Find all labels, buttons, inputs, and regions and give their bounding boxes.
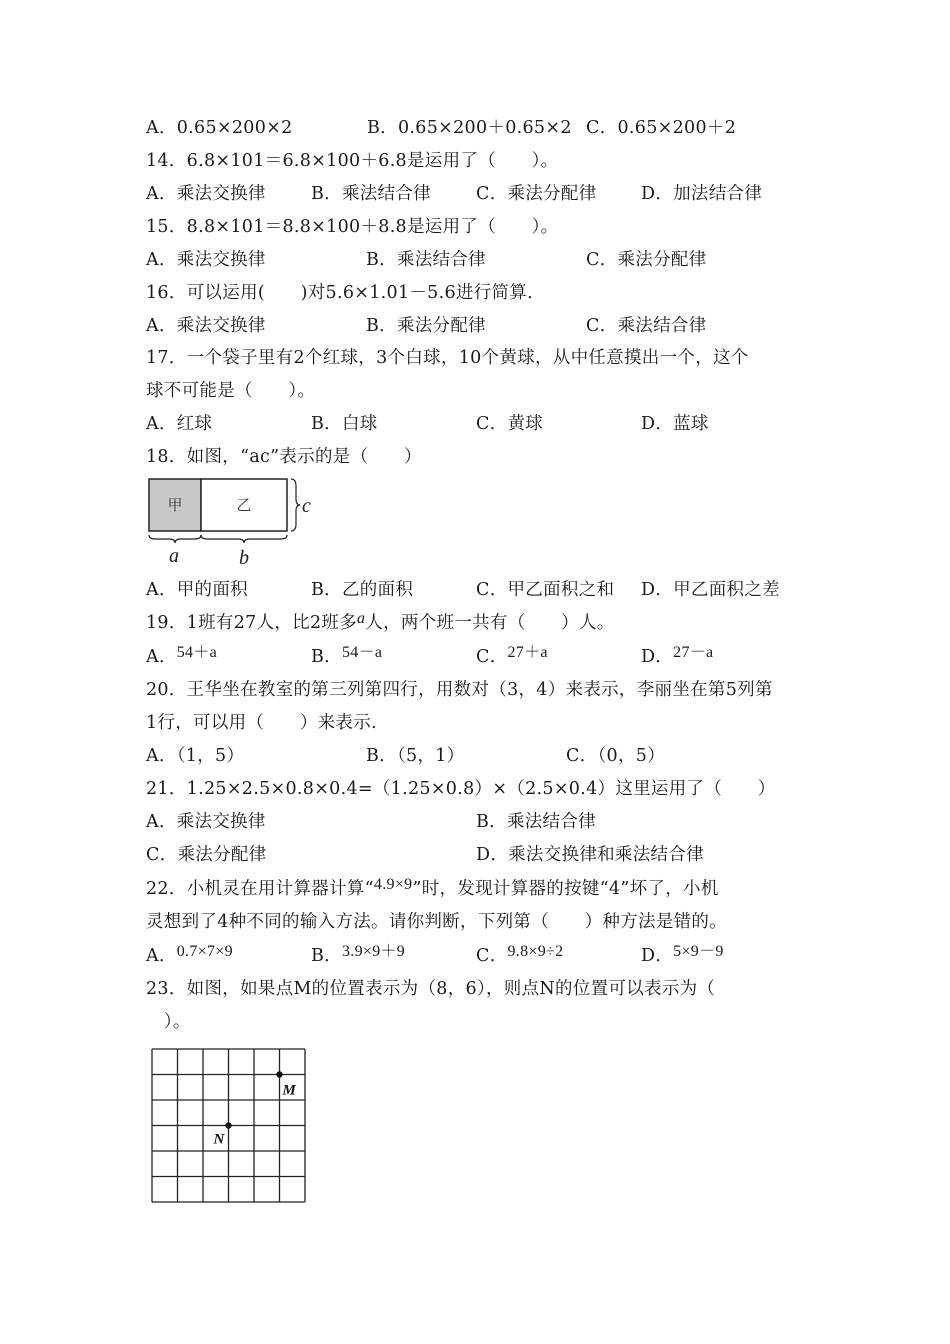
q14-option-d: D．加法结合律: [641, 184, 763, 204]
q17-option-b: B．白球: [311, 414, 378, 434]
q22-option-d-expr: 5×9－9: [673, 943, 724, 960]
q19-option-a-label: A．: [146, 647, 177, 667]
brace-bottom-a: [149, 535, 201, 543]
q20-stem-line2: 1行，可以用（ ）来表示.: [146, 713, 377, 733]
label-a: a: [169, 545, 179, 567]
brace-right: [291, 479, 300, 531]
label-b: b: [239, 547, 249, 568]
q19-stem: [146, 611, 615, 636]
q20-option-b: B．（5，1）: [366, 746, 465, 766]
q22-option-a-expr: 0.7×7×9: [176, 943, 233, 960]
q19-option-a: [146, 645, 217, 670]
q16-option-a: A．乘法交换律: [146, 316, 266, 336]
q21-option-b: B．乘法结合律: [476, 812, 596, 832]
q13-option-a: A．0.65×200×2: [146, 118, 293, 138]
q14-stem: 14．6.8×101＝6.8×100＋6.8是运用了（ ）。: [146, 151, 559, 171]
label-jia: 甲: [167, 498, 183, 514]
q19-option-b-expr: 54－a: [341, 644, 383, 661]
q18-stem: 18．如图，“ac”表示的是（ ）: [146, 447, 422, 467]
q22-stem-line1: [146, 877, 719, 902]
q21-option-c: C．乘法分配律: [146, 845, 267, 865]
q21-stem: 21．1.25×2.5×0.8×0.4=（1.25×0.8）×（2.5×0.4）这里运用了（ ）: [146, 779, 776, 799]
q22-option-d: [641, 944, 724, 969]
point-n-label: N: [213, 1131, 225, 1148]
q23-stem-line1: 23．如图，如果点M的位置表示为（8，6），则点N的位置可以表示为（: [146, 979, 716, 999]
q19-stem-var: a: [357, 610, 366, 627]
q20-option-a: A．（1，5）: [146, 746, 245, 766]
q19-option-c-label: C．: [476, 647, 508, 667]
q22-option-d-label: D．: [641, 946, 674, 966]
label-yi: 乙: [236, 498, 252, 514]
q18-option-a: A．甲的面积: [146, 580, 248, 600]
q18-option-c: C．甲乙面积之和: [476, 580, 615, 600]
q23-stem-line2: ）。: [146, 1012, 191, 1032]
q23-grid-figure: [148, 1045, 310, 1205]
q22-option-a: [146, 944, 233, 969]
q16-option-b: B．乘法分配律: [366, 316, 486, 336]
q21-option-a: A．乘法交换律: [146, 812, 266, 832]
brace-bottom-b: [201, 535, 287, 543]
q22-option-c: [476, 944, 563, 969]
q17-stem-line2: 球不可能是（ ）。: [146, 381, 316, 401]
q22-option-b: [311, 944, 405, 969]
q22-line1-pre: 22．小机灵在用计算器计算“: [146, 879, 374, 899]
q19-option-c-expr: 27＋a: [507, 644, 548, 661]
q16-stem: 16．可以运用( )对5.6×1.01－5.6进行简算.: [146, 283, 533, 303]
q19-option-b-label: B．: [311, 647, 342, 667]
q20-stem-line1: 20．王华坐在教室的第三列第四行，用数对（3，4）来表示，李丽坐在第5列第: [146, 680, 773, 700]
q19-option-d-label: D．: [641, 647, 674, 667]
q15-option-b: B．乘法结合律: [366, 250, 486, 270]
q13-option-b: B．0.65×200＋0.65×2: [367, 118, 572, 138]
q17-option-c: C．黄球: [476, 414, 544, 434]
q22-option-b-expr: 3.9×9＋9: [341, 943, 406, 960]
point-m: [276, 1071, 282, 1077]
q15-option-c: C．乘法分配律: [586, 250, 707, 270]
q22-option-a-label: A．: [146, 946, 177, 966]
q22-line1-expr: 4.9×9: [373, 876, 413, 893]
point-m-label: M: [282, 1082, 296, 1099]
q19-stem-pre: 19．1班有27人，比2班多: [146, 613, 358, 633]
point-n: [225, 1122, 231, 1128]
q21-option-d: D．乘法交换律和乘法结合律: [476, 845, 704, 865]
label-c: c: [302, 495, 311, 517]
q14-option-c: C．乘法分配律: [476, 184, 597, 204]
q15-stem: 15．8.8×101＝8.8×100＋8.8是运用了（ ）。: [146, 217, 559, 237]
q22-option-b-label: B．: [311, 946, 342, 966]
q18-option-d: D．甲乙面积之差: [641, 580, 780, 600]
q22-stem-line2: 灵想到了4种不同的输入方法。请你判断，下列第（ ）种方法是错的。: [146, 912, 728, 932]
q15-option-a: A．乘法交换律: [146, 250, 266, 270]
q19-option-d: [641, 645, 713, 670]
q19-option-c: [476, 645, 548, 670]
q22-option-c-expr: 9.8×9÷2: [507, 943, 564, 960]
q17-option-d: D．蓝球: [641, 414, 709, 434]
q14-option-b: B．乘法结合律: [311, 184, 431, 204]
q22-line1-post: ”时，发现计算器的按键“4”坏了，小机: [412, 879, 719, 899]
q17-option-a: A．红球: [146, 414, 213, 434]
q14-option-a: A．乘法交换律: [146, 184, 266, 204]
q19-option-d-expr: 27－a: [673, 644, 714, 661]
q18-option-b: B．乙的面积: [311, 580, 414, 600]
q19-stem-post: 人，两个班一共有（ ）人。: [365, 613, 615, 633]
q20-option-c: C．（0，5）: [566, 746, 666, 766]
q16-option-c: C．乘法结合律: [586, 316, 707, 336]
q22-option-c-label: C．: [476, 946, 508, 966]
q17-stem-line1: 17．一个袋子里有2个红球，3个白球，10个黄球，从中任意摸出一个，这个: [146, 348, 749, 368]
q13-option-c: C．0.65×200＋2: [586, 118, 737, 138]
q18-rectangle-figure: [140, 472, 330, 568]
q19-option-a-expr: 54＋a: [176, 644, 218, 661]
q19-option-b: [311, 645, 382, 670]
